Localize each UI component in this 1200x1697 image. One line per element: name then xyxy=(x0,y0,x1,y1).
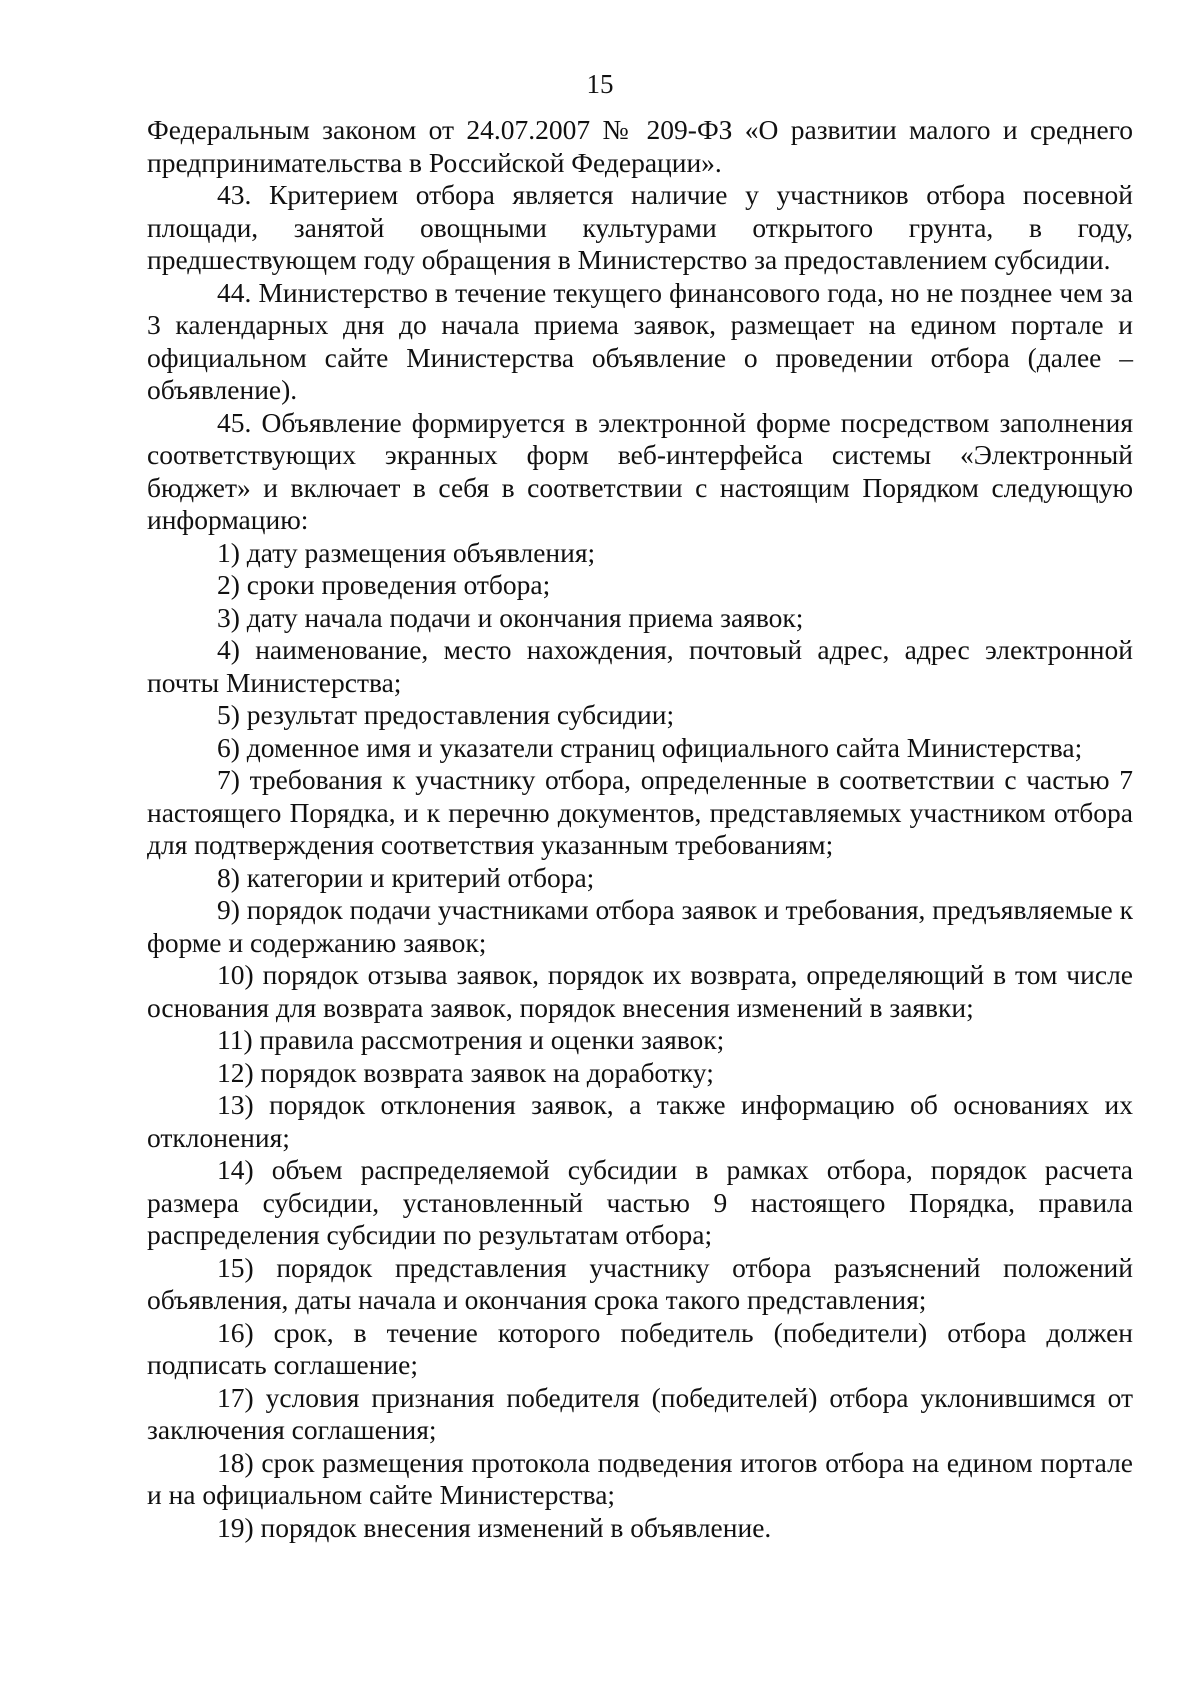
list-item-14: 14) объем распределяемой субсидии в рамках отбора, порядок расчета размера субсидии, установленный частью 9 настоящего Порядка, правила распределения субсидии по результатам отбора; xyxy=(147,1154,1133,1250)
page-number: 15 xyxy=(586,69,614,99)
paragraph-43: 43. Критерием отбора является наличие у участников отбора посевной площади, занятой овощными культурами открытого грунта, в году, предшествующем году обращения в Министерство за предоставлением субсидии. xyxy=(147,179,1133,275)
list-item-2: 2) сроки проведения отбора; xyxy=(217,569,551,600)
list-item-18: 18) срок размещения протокола подведения итогов отбора на едином портале и на официальном сайте Министерства; xyxy=(147,1446,1133,1510)
paragraph: Федеральным законом от 24.07.2007 № 209-ФЗ «О развитии малого и среднего предпринимательства в Российской Федерации». xyxy=(147,114,1133,178)
paragraph-44: 44. Министерство в течение текущего финансового года, но не позднее чем за 3 календарных дня до начала приема заявок, размещает на едином портале и официальном сайте Министерства объявление о проведении отбора (далее – объявление). xyxy=(147,276,1133,405)
list-item-12: 12) порядок возврата заявок на доработку; xyxy=(217,1056,714,1088)
list-item-8: 8) категории и критерий отбора; xyxy=(217,861,595,893)
paragraph-45: 45. Объявление формируется в электронной форме посредством заполнения соответствующих экранных форм веб-интерфейса системы «Электронный бюджет» и включает в себя в соответствии с настоящим Порядком следующую информацию: xyxy=(147,406,1133,535)
list-item-1: 1) дату размещения объявления; xyxy=(217,536,596,568)
list-item-4: 4) наименование, место нахождения, почтовый адрес, адрес электронной почты Министерства; xyxy=(147,634,1133,698)
list-item-9: 9) порядок подачи участниками отбора заявок и требования, предъявляемые к форме и содержанию заявок; xyxy=(147,894,1133,958)
list-item-3: 3) дату начала подачи и окончания приема заявок; xyxy=(217,601,804,633)
list-item-10: 10) порядок отзыва заявок, порядок их возврата, определяющий в том числе основания для возврата заявок, порядок внесения изменений в заявки; xyxy=(147,959,1133,1023)
list-item-13: 13) порядок отклонения заявок, а также информацию об основаниях их отклонения; xyxy=(147,1089,1133,1153)
document-body xyxy=(147,114,1133,1544)
list-item-15: 15) порядок представления участнику отбора разъяснений положений объявления, даты начала и окончания срока такого представления; xyxy=(147,1251,1133,1315)
list-item-6: 6) доменное имя и указатели страниц официального сайта Министерства; xyxy=(217,731,1083,763)
list-item-5: 5) результат предоставления субсидии; xyxy=(217,699,675,730)
list-item-7: 7) требования к участнику отбора, определенные в соответствии с частью 7 настоящего Порядка, и к перечню документов, представляемых участником отбора для подтверждения соответствия указанным требованиям; xyxy=(147,764,1133,860)
list-item-17: 17) условия признания победителя (победителей) отбора уклонившимся от заключения соглашения; xyxy=(147,1381,1133,1445)
list-item-11: 11) правила рассмотрения и оценки заявок; xyxy=(217,1024,725,1055)
list-item-16: 16) срок, в течение которого победитель (победители) отбора должен подписать соглашение; xyxy=(147,1316,1133,1380)
list-item-19: 19) порядок внесения изменений в объявление. xyxy=(217,1511,772,1543)
